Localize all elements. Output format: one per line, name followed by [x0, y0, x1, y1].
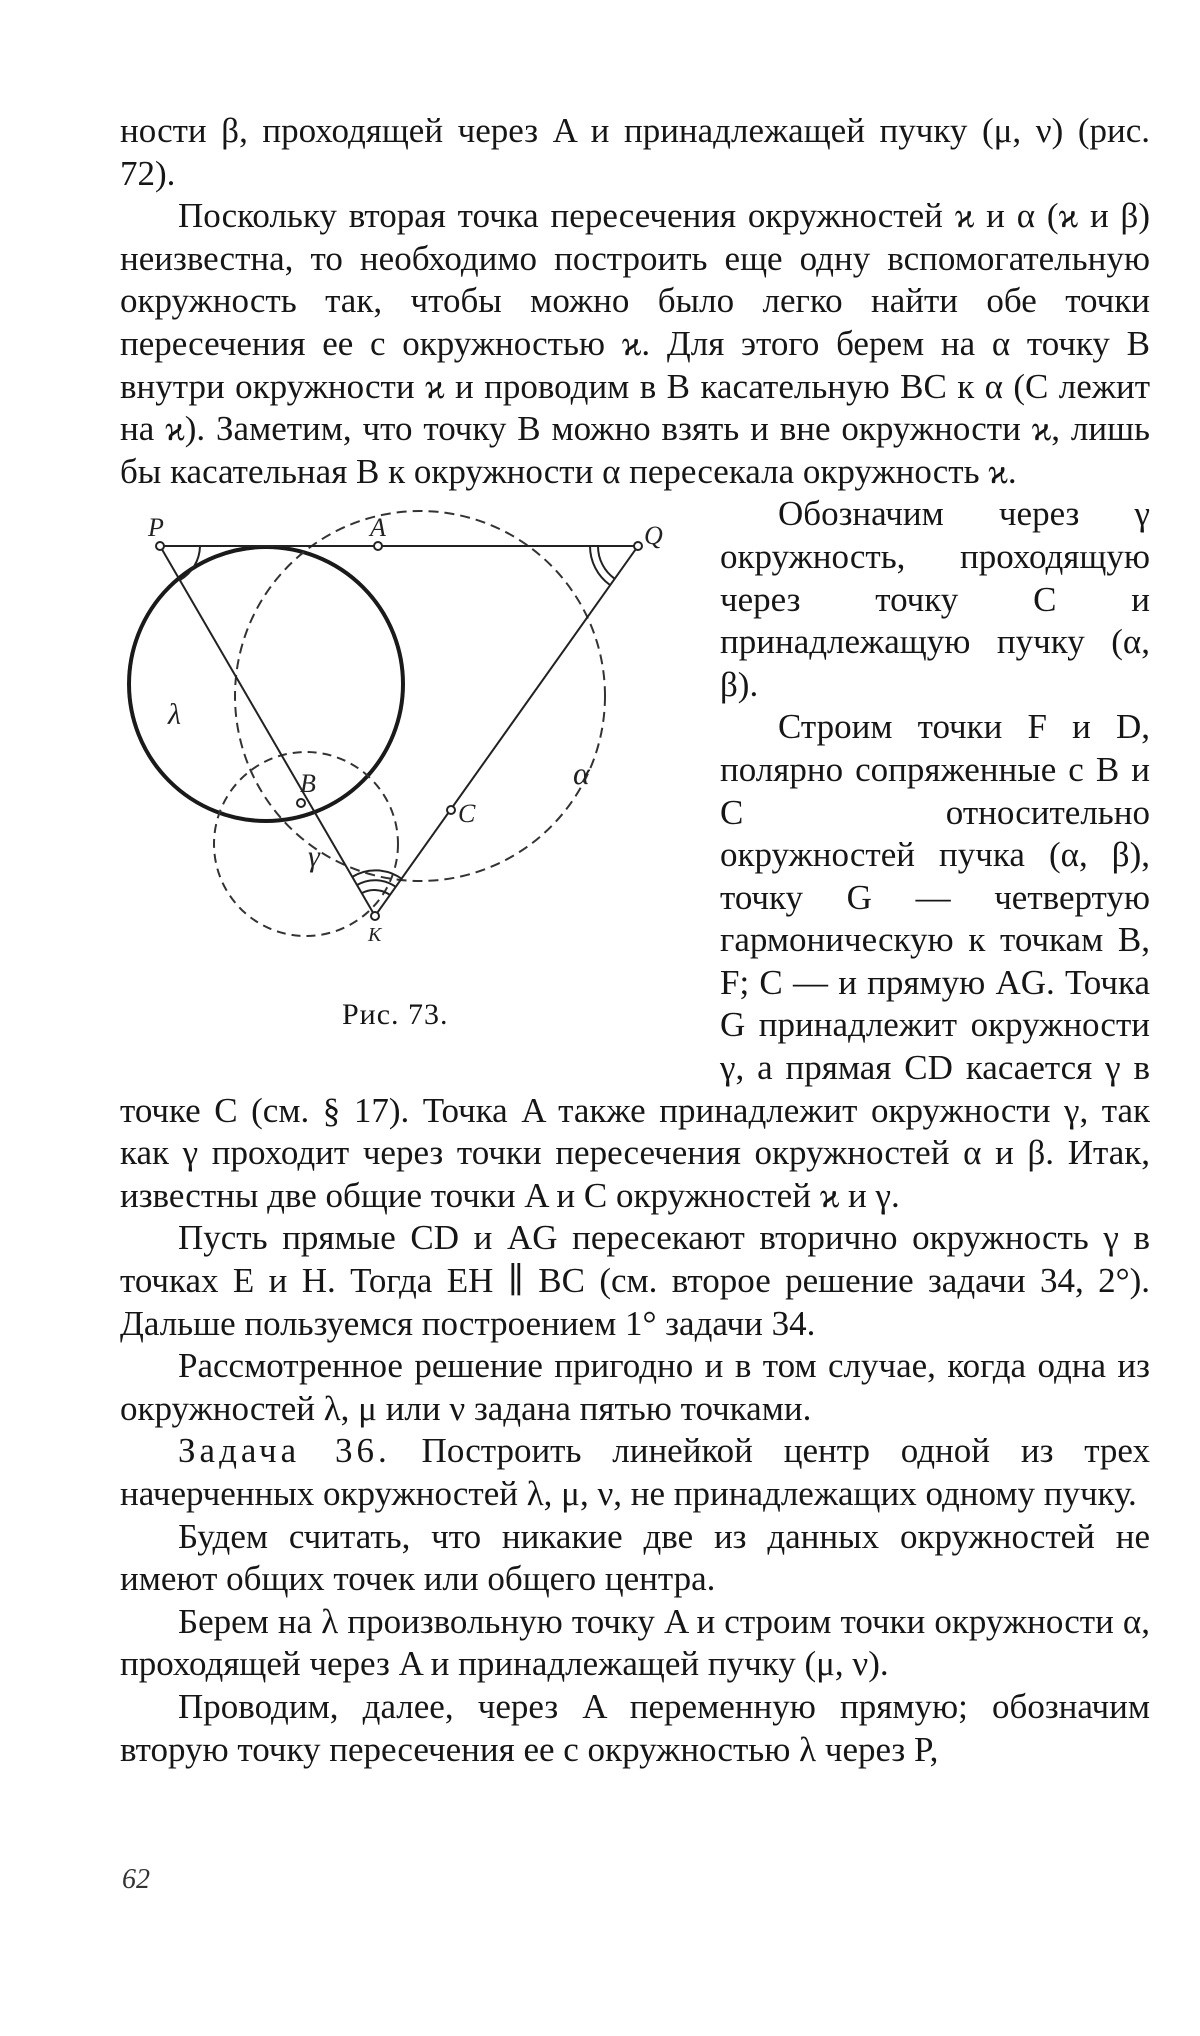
- point-q: [634, 542, 642, 550]
- paragraph: Берем на λ произвольную точку A и строим точки окружности α, проходящей через A и принадлежащей пучку (μ, ν).: [120, 1601, 1150, 1684]
- point-c: [447, 806, 455, 814]
- paragraph: Поскольку вторая точка пересечения окружностей ϰ и α (ϰ и β) неизвестна, то необходимо построить еще одну вспомогательную окружность так, чтобы можно было легко найти обе точки пересечения ее с окружностью ϰ. Для этого берем на α точку B внутри окружности ϰ и проводим в B касательную BC к α (C лежит на ϰ). Заметим, что точку B можно взять и вне окружности ϰ, лишь бы касательная B к окружности α пересекала окружность ϰ.: [120, 196, 1150, 491]
- figure-caption: Рис. 73.: [342, 998, 449, 1032]
- circle-alpha: [235, 511, 605, 881]
- label-gamma: γ: [308, 840, 320, 874]
- body-text: [120, 110, 1150, 1771]
- figure-73: [120, 496, 720, 1074]
- label-c: C: [458, 799, 476, 829]
- problem-text: Построить линейкой центр одной из трех начерченных окружностей λ, μ, ν, не принадлежащих одному пучку.: [120, 1431, 1151, 1513]
- label-p: P: [148, 513, 164, 543]
- circle-lambda: [129, 547, 403, 821]
- angle-mark-k: [352, 871, 402, 880]
- label-a: A: [370, 513, 386, 543]
- angle-mark-q: [590, 546, 610, 585]
- paragraph: Строим точки F и D, полярно сопряженные с B и C относительно окружностей пучка (α, β), точку G — четвертую гармоническую к точкам B, F; C — и прямую AG. Точка G принадлежит окружности γ, а прямая CD касается γ в точке C (см. § 17). Точка A также принадлежит окружности γ, так как γ проходит через точки пересечения окружностей α и β. Итак, известны две общие точки A и C окружностей ϰ и γ.: [120, 707, 1150, 1215]
- angle-mark-q: [598, 546, 615, 579]
- point-k: [371, 912, 379, 920]
- paragraph: ности β, проходящей через A и принадлежащей пучку (μ, ν) (рис. 72).: [120, 111, 1150, 193]
- paragraph: Будем считать, что никакие две из данных окружностей не имеют общих точек или общего центра.: [120, 1516, 1150, 1599]
- label-alpha: α: [573, 755, 590, 792]
- label-b: B: [300, 769, 316, 799]
- paragraph: Рассмотренное решение пригодно и в том случае, когда одна из окружностей λ, μ или ν задана пятью точками.: [120, 1346, 1150, 1428]
- point-a: [374, 542, 382, 550]
- problem-paragraph: [120, 1430, 1150, 1515]
- problem-label: Задача 36.: [178, 1431, 391, 1471]
- label-q: Q: [644, 521, 663, 551]
- paragraph: Проводим, далее, через A переменную прямую; обозначим вторую точку пересечения ее с окружностью λ через P,: [120, 1686, 1150, 1769]
- label-k: K: [368, 924, 382, 947]
- label-lambda: λ: [168, 698, 181, 732]
- page-number: 62: [122, 1864, 150, 1895]
- geometry-diagram: [120, 496, 720, 1074]
- point-p: [156, 542, 164, 550]
- line-pk: [160, 546, 375, 916]
- paragraph: Пусть прямые CD и AG пересекают вторично окружность γ в точках E и H. Тогда EH ∥ BC (см. второе решение задачи 34, 2°). Дальше пользуемся построением 1° задачи 34.: [120, 1218, 1150, 1343]
- paragraph: Обозначим через γ окружность, проходящую через точку C и принадлежащую пучку (α, β).: [720, 494, 1150, 704]
- point-b: [297, 799, 305, 807]
